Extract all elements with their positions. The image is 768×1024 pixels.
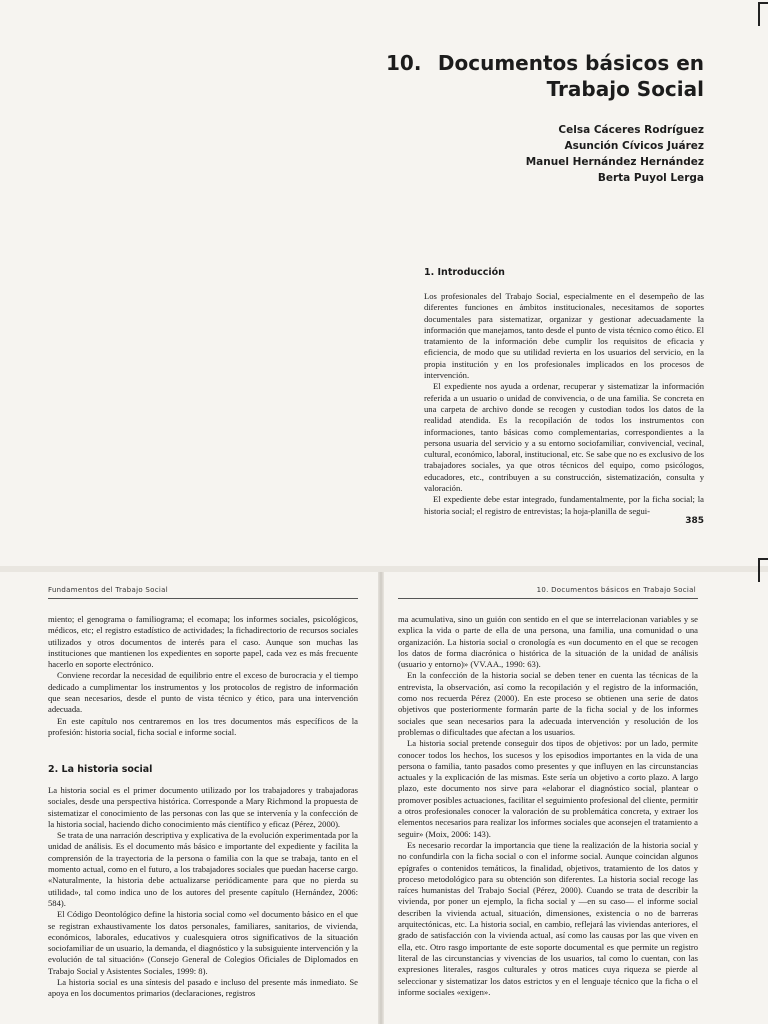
crop-mark-bottom [758,558,768,582]
paragraph: El expediente nos ayuda a ordenar, recuperar y sistematizar la información referida a un usuario o unidad de convivencia, o de una familia. Se concreta en una carpeta de archivo donde se recogen y custodian todos los datos de la realidad atendida. Es la recopilación de todos los instrumentos con informaciones, tanto básicas como complementarias, correspondientes a la persona usuaria del servicio y a su entorno sociofamiliar, convivencial, vecinal, cultural, económico, laboral, institucional, etc. Se sabe que no es exclusivo de los trabajadores sociales, ya que otros técnicos del equipo, como psicólogos, educadores, etc., contribuyen a su construcción, sistematización, consulta y valoración. [424,381,704,494]
paragraph: La historia social pretende conseguir dos tipos de objetivos: por un lado, permite conocer todos los hechos, los sucesos y los episodios importantes en la vida de una persona o familia, tanto pasados como presentes y que influyen en las circunstancias actuales y la explicación de las mismas. Este sería un objetivo a corto plazo. A largo plazo, este documento nos sirve para «elaborar el diagnóstico social, plantear o promover posibles actuaciones, facilitar el seguimiento profesional del cliente, permitir a otros profesionales conocer la valoración de su problemática concreta, y extraer los elementos necesarios para realizar los informes sociales que aconsejen el tratamiento a seguir» (Moix, 2006: 143). [398,738,698,839]
running-head-right: 10. Documentos básicos en Trabajo Social [536,586,696,594]
paragraph: La historia social es una síntesis del pasado e incluso del presente más inmediato. Se apoya en los documentos primarios (declaraciones, registros [48,977,358,999]
paragraph: Se trata de una narración descriptiva y explicativa de la evolución experimentada por la unidad de análisis. Es el documento más básico e importante del expediente y facilita la comprensión de la trayectoria de la persona o familia con la que se trabaja, tanto en el momento actual, como en el futuro, a los trabajadores sociales que puedan hacerse cargo. «Naturalmente, la historia debe actualizarse periódicamente para que no pierda su utilidad», tal como indica uno de los autores del presente capítulo (Hernández, 2006: 584). [48,830,358,908]
paragraph: Conviene recordar la necesidad de equilibrio entre el exceso de burocracia y el tiempo dedicado a cumplimentar los instrumentos y los protocolos de registro de información que sean necesarios, desde el punto de vista técnico y ético, para una intervención adecuada. [48,670,358,715]
section-heading-historia-social: 2. La historia social [48,764,153,775]
running-head-left: Fundamentos del Trabajo Social [48,586,168,594]
book-gutter [378,572,384,1024]
paragraph: La historia social es el primer documento utilizado por los trabajadores y trabajadoras sociales, desde una perspectiva histórica. Corresponde a Mary Richmond la propuesta de sistematizar el conocimiento de las personas con las que se intervenía y la confección de la historia social, haciendo dicho conocimiento más científico y eficaz (Pérez, 2000). [48,785,358,829]
chapter-title-line-2: Trabajo Social [546,77,704,101]
paragraph: El expediente debe estar integrado, fundamentalmente, por la ficha social; la historia social; el registro de entrevistas; la hoja-planilla de segui- [424,494,704,516]
author: Celsa Cáceres Rodríguez [558,124,704,136]
author-list [384,122,704,186]
author: Manuel Hernández Hernández [525,156,704,168]
chapter-number: 10. [386,51,422,75]
chapter-title [364,50,704,102]
historia-social-text-column [48,785,358,1000]
paragraph: Es necesario recordar la importancia que tiene la realización de la historia social y no confundirla con la ficha social o con el informe social. Aunque coincidan algunos epígrafes o contenidos temáticos, la finalidad, objetivos, tratamiento de los datos y proceso metodológico para su obtención son diferentes. La historia social recoge las raíces humanistas del Trabajo Social (Pérez, 2000). Cuando se trata de describir la vivienda, por poner un ejemplo, la ficha social y —en su caso— el informe social describen la vivienda actual, situación, dimensiones, existencia o no de barreras arquitectónicas, etc. La historia social, en cambio, reflejará las viviendas anteriores, el grado de satisfacción con la vivienda actual, así como las causas por las que viven en ella, etc. Otro rasgo importante de este soporte documental es que permite un registro literal de las circunstancias y vivencias de los usuarios, tal como lo cuentan, con las expresiones literales, rasgos culturales y otros matices cuya riqueza se pierde al seleccionar y sistematizar los datos estrictos y en el lenguaje técnico que la ficha o el informe sociales «exigen». [398,839,698,997]
crop-mark-top [758,2,768,26]
paragraph: ma acumulativa, sino un guión con sentido en el que se interrelacionan variables y se explica la vida o parte de ella de una persona, una familia, una comunidad o una organización. La historia social o cronología es «un documento en el que se recogen los datos de forma diacrónica o histórica de la situación de la unidad de análisis (usuario y entorno)» (VV.AA., 1990: 63). [398,614,698,670]
author: Asunción Cívicos Juárez [564,140,704,152]
paragraph: En este capítulo nos centraremos en los tres documentos más específicos de la profesión: historia social, ficha social e informe social. [48,715,358,737]
intro-text-column [424,291,704,517]
paragraph: En la confección de la historia social se deben tener en cuenta las técnicas de la entrevista, la observación, así como la recopilación y el registro de la información, como nos recuerda Pérez (2000). En este proceso se obtienen una serie de datos objetivos que posteriormente formarán parte de la ficha social y de los informes sociales que sean necesarios para la adecuada intervención y resolución de los problemas o dificultades que afectan a los usuarios. [398,670,698,737]
paragraph: miento; el genograma o familiograma; el ecomapa; los informes sociales, psicológicos, médicos, etc; el registro estadístico de actividades; la fichadirectorio de recursos sociales utilizados y otros documentos de interés para el caso. Aunque son muchas las instituciones que mantienen los expedientes en soporte papel, cada vez es más frecuente hacerlo en soporte electrónico. [48,614,358,670]
page-number: 385 [685,516,704,526]
author: Berta Puyol Lerga [597,172,704,184]
right-text-column [398,614,698,998]
paragraph: Los profesionales del Trabajo Social, especialmente en el desempeño de las diferentes funciones en ámbitos institucionales, necesitamos de soportes documentales para sistematizar, organizar y gestionar adecuadamente la información que manejamos, tanto desde el punto de vista técnico como ético. El tratamiento de la información debe cumplir los requisitos de eficacia y eficiencia, de modo que su utilidad revierta en los usuarios del servicio, en la propia institución y en los profesionales implicados en los procesos de intervención. [424,291,704,381]
chapter-title-line-1: Documentos básicos en [437,51,704,75]
left-text-column [48,614,358,738]
header-rule [398,598,698,599]
section-heading-introduccion: 1. Introducción [424,267,505,278]
header-rule [48,598,358,599]
paragraph: El Código Deontológico define la historia social como «el documento básico en el que se registran exhaustivamente los datos personales, familiares, sanitarios, de vivienda, económicos, laborales, educativos y cualesquiera otros significativos de la situación sociofamiliar de un usuario, la demanda, el diagnóstico y la subsiguiente intervención y la evolución de tal situación» (Consejo General de Colegios Oficiales de Diplomados en Trabajo Social y Asistentes Sociales, 1999: 8). [48,909,358,976]
